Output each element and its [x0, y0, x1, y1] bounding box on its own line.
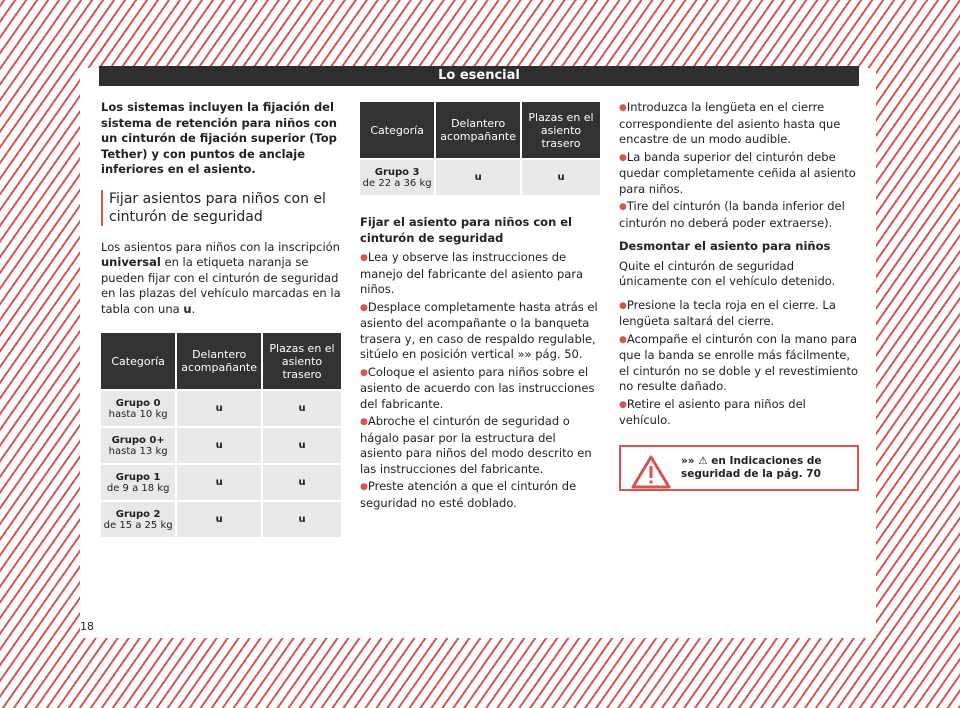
page-header: Lo esencial — [99, 66, 859, 86]
warning-icon — [631, 455, 671, 489]
section-title: Fijar asientos para niños con el cinturón de seguridad — [101, 190, 341, 226]
table-header: Delantero acompañante — [436, 102, 520, 158]
list-item: ● Acompañe el cinturón con la mano para que la banda se enrolle más fácilmente, el cinturón no se doble y el revestimiento no resulte dañado. — [619, 332, 859, 395]
list-item: ● Retire el asiento para niños del vehículo. — [619, 397, 859, 429]
table-header: Categoría — [360, 102, 434, 158]
list-item: ● Introduzca la lengüeta en el cierre correspondiente del asiento hasta que encastre de un modo audible. — [619, 100, 859, 148]
list-item: ● Coloque el asiento para niños sobre el asiento de acuerdo con las instrucciones del fabricante. — [360, 365, 600, 413]
subhead-remove-seat: Desmontar el asiento para niños — [619, 239, 831, 253]
subhead-fix-seat: Fijar el asiento para niños con el cinturón de seguridad — [360, 215, 572, 245]
seat-table-1 — [99, 331, 343, 539]
table-row: Grupo 3 de 22 a 36 kg u u — [360, 160, 600, 195]
list-item: ● Lea y observe las instrucciones de manejo del fabricante del asiento para niños. — [360, 250, 600, 298]
list-item[interactable]: ● Desplace completamente hasta atrás el asiento del acompañante o la banqueta trasera y, en caso de respaldo regulable, sitúelo en posición vertical »» pág. 50. — [360, 300, 600, 363]
safety-reference-text: »» ⚠ en Indicaciones de seguridad de la pág. 70 — [681, 454, 822, 480]
list-item: ● Preste atención a que el cinturón de seguridad no esté doblado. — [360, 479, 600, 511]
table-row: Grupo 2 de 15 a 25 kg u u — [101, 502, 341, 537]
table-header: Delantero acompañante — [177, 333, 261, 389]
column-left — [101, 100, 341, 539]
remove-paragraph: Quite el cinturón de seguridad únicamente con el vehículo detenido. — [619, 258, 836, 288]
table-header: Plazas en el asiento trasero — [263, 333, 341, 389]
list-item: ● Tire del cinturón (la banda inferior del cinturón no deberá poder extraerse). — [619, 199, 859, 231]
table-row: Grupo 0 hasta 10 kg u u — [101, 391, 341, 426]
table-row: Grupo 0+ hasta 13 kg u u — [101, 428, 341, 463]
list-item: ● Presione la tecla roja en el cierre. La lengüeta saltará del cierre. — [619, 298, 859, 330]
table-header: Plazas en el asiento trasero — [522, 102, 600, 158]
intro-paragraph: Los asientos para niños con la inscripción universal en la etiqueta naranja se pueden fijar con el cinturón de seguridad en las plazas del vehículo marcadas en la tabla con una u. — [101, 239, 341, 316]
table-header: Categoría — [101, 333, 175, 389]
list-item: ● Abroche el cinturón de seguridad o hágalo pasar por la estructura del asiento para niños del modo descrito en las instrucciones del fabricante. — [360, 414, 600, 477]
column-right — [619, 100, 859, 491]
list-item: ● La banda superior del cinturón debe quedar completamente ceñida al asiento para niños. — [619, 150, 859, 198]
page-number: 18 — [80, 620, 94, 633]
column-middle — [360, 100, 600, 513]
safety-reference-box[interactable] — [619, 445, 859, 491]
seat-table-2 — [358, 100, 602, 197]
intro-text: Los sistemas incluyen la fijación del sistema de retención para niños con un cinturón de fijación superior (Top Tether) y con puntos de anclaje inferiores en el asiento. — [101, 100, 337, 176]
table-row: Grupo 1 de 9 a 18 kg u u — [101, 465, 341, 500]
